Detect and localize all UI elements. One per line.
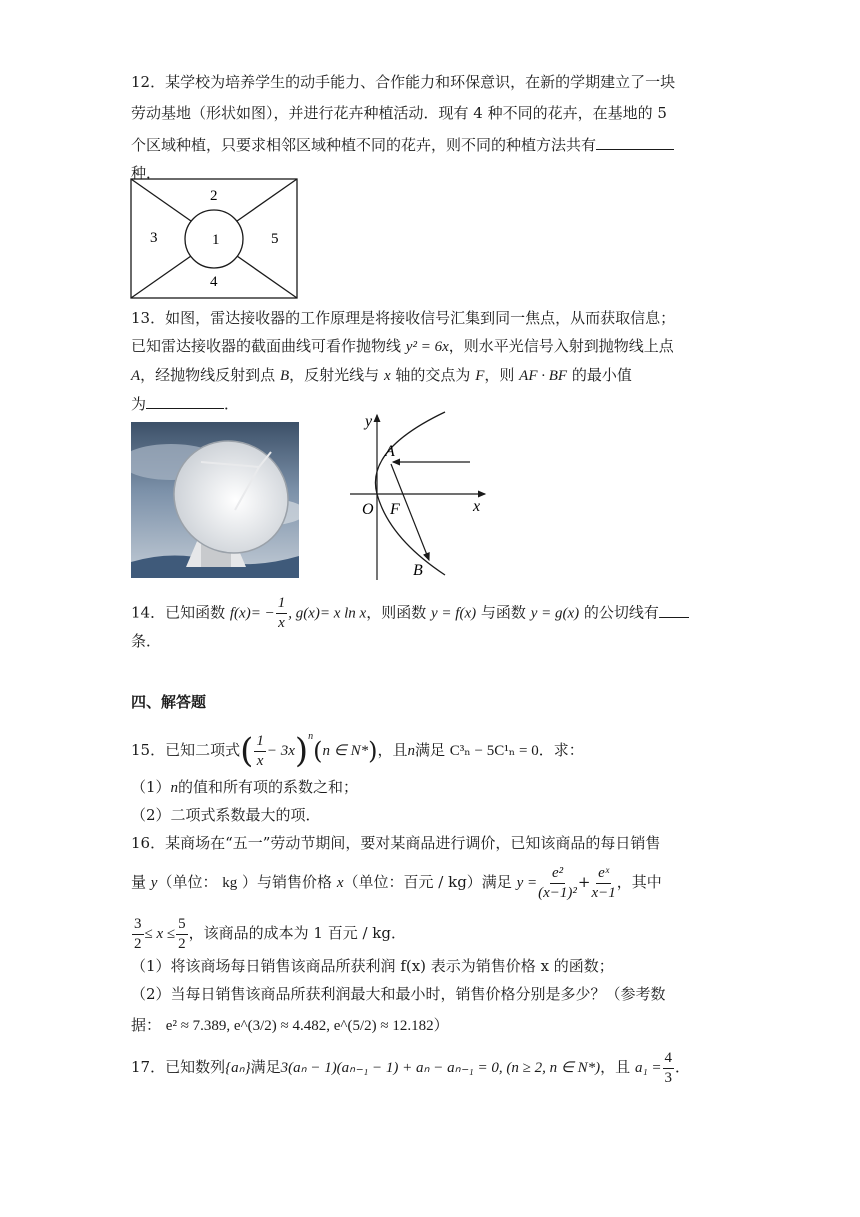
region-label-1: 1 [212, 232, 220, 248]
numerator: 1 [254, 734, 266, 752]
q15-text: （1） [131, 778, 171, 796]
q13-text: ，则水平光信号入射到抛物线上点 [448, 337, 674, 355]
q13-text: ，则 [484, 366, 515, 384]
origin-label: O [362, 501, 374, 518]
numerator: eˣ [596, 866, 611, 884]
y-axis-label: y [365, 413, 373, 430]
combination-equation: C³ₙ − 5C¹ₙ = 0 [449, 743, 539, 759]
q17-text: 满足 [250, 1058, 281, 1076]
q13-line-2 [131, 336, 731, 357]
a1: a₁ = [634, 1060, 662, 1076]
region-label-4: 4 [210, 274, 218, 290]
fraction-ex [591, 866, 615, 901]
parabola-reflection-graph [345, 410, 495, 582]
q13-text: ． [224, 395, 240, 413]
q17-text: ． [675, 1058, 691, 1076]
q17-text: ，且 [600, 1058, 631, 1076]
fraction-e2 [538, 866, 577, 901]
q13-text: 为 [131, 395, 147, 413]
q16-line-1: 16．某商场在“五一”劳动节期间，要对某商品进行调价，已知该商品的每日销售 [131, 834, 661, 852]
q14-line-2: 条． [131, 632, 162, 650]
sequence: {aₙ} [225, 1060, 251, 1076]
fraction-4-3 [663, 1051, 675, 1086]
q13-text: 已知雷达接收器的截面曲线可看作抛物线 [131, 337, 402, 355]
exponent-n: n [308, 731, 314, 742]
q14-text: 的公切线有 [583, 603, 659, 622]
function-f: f(x)= − [229, 605, 275, 622]
recurrence-relation: 3(aₙ − 1)(aₙ₋₁ − 1) + aₙ − aₙ₋₁ = 0, (n ≥ 2, n ∈ N*) [280, 1060, 601, 1076]
n-condition: n ∈ N* [322, 743, 369, 759]
q17-text: 17．已知数列 [131, 1058, 226, 1076]
q13-text: ，经抛物线反射到点 [140, 366, 276, 384]
q16-text: ，该商品的成本为 1 百元 / kg． [188, 924, 406, 942]
q15-part-1 [131, 777, 731, 798]
denominator: x [256, 752, 264, 769]
radar-dish-photo [131, 422, 299, 578]
n-var: n [407, 743, 415, 759]
q16-reference [131, 1015, 731, 1036]
numerator: 1 [276, 596, 288, 614]
numerator: 3 [132, 917, 144, 935]
q12-line-3-text: 个区域种植，只要求相邻区域种植不同的花卉，则不同的种植方法共有 [131, 136, 597, 154]
y-equals-g: y = g(x) [530, 605, 580, 622]
q16-text: 据： [131, 1016, 162, 1034]
numerator: 4 [663, 1051, 675, 1069]
fraction-1-over-x [276, 596, 288, 631]
right-paren: ) [294, 731, 309, 771]
point-a: A [131, 368, 141, 384]
q15-part-2: （2）二项式系数最大的项． [131, 806, 321, 824]
q12-line-2: 劳动基地（形状如图），并进行花卉种植活动．现有 4 种不同的花卉，在基地的 5 [131, 104, 667, 122]
denominator: x [278, 615, 285, 631]
answer-blank-14[interactable] [659, 602, 689, 618]
region-label-3: 3 [150, 230, 158, 246]
q16-line-2 [131, 862, 731, 902]
numerator: 5 [176, 917, 188, 935]
reference-values: e² ≈ 7.389, e^(3/2) ≈ 4.482, e^(5/2) ≈ 12.182） [165, 1018, 449, 1034]
q14-text: 与函数 [480, 603, 526, 622]
q15-line-1 [131, 731, 731, 771]
q13-text: 的最小值 [571, 366, 632, 384]
q16-text: ）与销售价格 [242, 873, 333, 891]
x-axis-label: x [473, 498, 481, 515]
fraction-1-over-x [254, 734, 266, 769]
q17-line-1 [131, 1047, 731, 1087]
q15-text: ．求： [538, 741, 584, 759]
q15-text: ，且 [377, 741, 408, 759]
q14-text: ，则函数 [366, 603, 427, 622]
paren: ( [313, 737, 323, 765]
fraction-3-2 [132, 917, 144, 952]
q12-line-3 [131, 134, 731, 155]
q15-text: 满足 [415, 741, 446, 759]
q16-text: （单位： [157, 873, 218, 891]
answer-blank-13[interactable] [146, 393, 224, 409]
planting-field-diagram [130, 178, 300, 300]
range: ≤ x ≤ [144, 926, 176, 942]
region-label-5: 5 [271, 231, 279, 247]
q12-line-1: 12．某学校为培养学生的动手能力、合作能力和环保意识，在新的学期建立了一块 [131, 73, 676, 91]
binomial-term: − 3x [266, 743, 295, 759]
q14-line-1 [131, 595, 731, 631]
numerator: e² [550, 866, 565, 884]
focus-label: F [390, 501, 400, 518]
y-var: y [150, 875, 158, 891]
q13-line-3 [131, 365, 731, 386]
function-g: , g(x)= x ln x [288, 605, 367, 622]
denominator: 3 [664, 1069, 673, 1086]
parabola-equation: y² = 6x [405, 339, 449, 355]
product-expression: AF · BF [519, 368, 568, 384]
y-equals-f: y = f(x) [431, 605, 477, 622]
x-var: x [383, 368, 391, 384]
q12-line-4: 种． [131, 164, 162, 182]
q15-text: 15．已知二项式 [131, 741, 241, 759]
region-label-2: 2 [210, 188, 218, 204]
denominator: 2 [134, 935, 142, 952]
q13-line-1: 13．如图，雷达接收器的工作原理是将接收信号汇集到同一焦点，从而获取信息； [131, 309, 676, 327]
unit-kg: kg [222, 875, 238, 891]
point-f: F [475, 368, 485, 384]
q16-text: （单位：百元 / kg）满足 [343, 873, 512, 891]
paren: ) [368, 737, 378, 765]
q14-text: 14．已知函数 [131, 603, 226, 622]
plus: + [577, 873, 591, 891]
q16-line-3 [131, 913, 731, 953]
point-b: B [279, 368, 290, 384]
q16-part-1: （1）将该商场每日销售该商品所获利润 f(x) 表示为销售价格 x 的函数； [131, 957, 614, 975]
left-paren: ( [240, 731, 254, 771]
q13-text: ，反射光线与 [289, 366, 380, 384]
q13-text: 轴的交点为 [395, 366, 471, 384]
fraction-5-2 [176, 917, 188, 952]
section-heading: 四、解答题 [131, 693, 207, 711]
point-b-label: B [413, 562, 423, 579]
answer-blank-12[interactable] [596, 134, 674, 150]
n-var: n [170, 780, 179, 796]
q16-text: ，其中 [616, 873, 662, 891]
y-equals: y = [516, 875, 538, 891]
x-var: x [336, 875, 344, 891]
point-a-label: A [385, 443, 395, 460]
denominator: x−1 [591, 884, 616, 901]
q16-part-2: （2）当每日销售该商品所获利润最大和最小时，销售价格分别是多少？（参考数 [131, 985, 666, 1003]
q16-text: 量 [131, 873, 147, 891]
denominator: 2 [178, 935, 186, 952]
denominator: (x−1)² [538, 884, 577, 901]
q15-text: 的值和所有项的系数之和； [178, 778, 359, 796]
